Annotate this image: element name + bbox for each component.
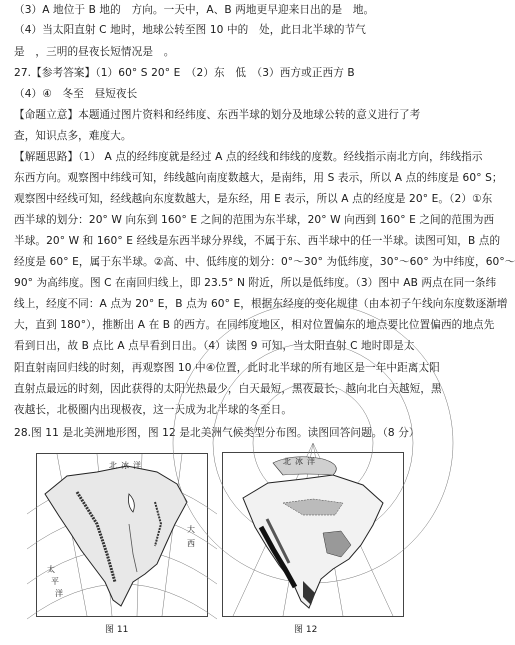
- solution-line: 直射点最远的时刻，因此获得的太阳光热最少，白天最短，黑夜最长，越向北白天越短，黑: [14, 383, 442, 395]
- question-4-line: （4）当太阳直射 C 地时，地球公转至图 10 中的 处，此日北半球的节气: [14, 24, 367, 36]
- figure-12-caption: 图 12: [294, 625, 318, 635]
- solution-line: 半球。20° W 和 160° E 经线是东西半球分界线，不属于东、西半球中的任一半球。读图可知，B 点的: [14, 235, 501, 247]
- map-label: 洋: [55, 589, 63, 598]
- solution-line: 东西方向。观察图中纬线可知，纬线越向南度数越大，是南纬，用 S 表示，所以 A 点的纬度是 60° S；: [14, 172, 503, 184]
- solution-line: 西半球的划分：20° W 向东到 160° E 之间的范围为东半球，20° W 向西到 160° E 之间的范围为西: [14, 214, 495, 226]
- figure-11-terrain-map: [36, 453, 208, 617]
- map-label: 太: [47, 565, 55, 574]
- solution-line: 观察图中经线可知，经线越向东度数越大，是东经，用 E 表示，所以 A 点的经度是 20° E。（2）①东: [14, 193, 493, 205]
- map-label: 洋: [133, 461, 141, 470]
- map-label: 冰: [121, 461, 129, 470]
- solution-line: 阳直射南回归线的时刻，再观察图 10 中④位置，此时北半球的所有地区是一年中距离太阳: [14, 362, 440, 374]
- question-3-line: （3）A 地位于 B 地的 方向。一天中，A、B 两地更早迎来日出的是 地。: [14, 4, 375, 16]
- answer-27-4-line: （4）④ 冬至 昼短夜长: [14, 88, 138, 100]
- map-label: 北: [283, 457, 291, 466]
- solution-line: 90° 为高纬度。图 C 在南回归线上，即 23.5° N 附近，所以是低纬度。（3）图中 AB 两点在同一条纬: [14, 277, 497, 289]
- map-label: 冰: [295, 457, 303, 466]
- intent-line: 【命题立意】本题通过图片资料和经纬度、东西半球的划分及地球公转的意义进行了考: [14, 109, 421, 121]
- map-label: 平: [51, 577, 59, 586]
- solution-line: 大，直到 180°），推断出 A 在 B 的西方。在同纬度地区，相对位置偏东的地点要比位置偏西的地点先: [14, 319, 495, 331]
- map-label: 北: [109, 461, 117, 470]
- solution-line: 【解题思路】（1） A 点的经纬度就是经过 A 点的经线和纬线的度数。经线指示南北方向，纬线指示: [14, 151, 483, 163]
- map-label: 西: [187, 539, 195, 548]
- figure-11-caption: 图 11: [105, 625, 129, 635]
- figure-12-climate-map: [222, 452, 404, 617]
- answer-27-line: 27.【参考答案】（1）60° S 20° E （2）东 低 （3）西方或正西方 B: [14, 67, 355, 79]
- question-28-line: 28.图 11 是北美洲地形图，图 12 是北美洲气候类型分布图。读图回答问题。（8 分）: [14, 427, 420, 439]
- north-america-climate-map-graphic: [223, 453, 403, 616]
- solution-line: 经度是 60° E，属于东半球。②高、中、低纬度的划分：0°～30° 为低纬度，30°～60° 为中纬度，60°～: [14, 256, 515, 268]
- solution-line: 夜越长，北极圈内出现极夜，这一天成为北半球的冬至日。: [14, 404, 293, 416]
- question-4-cont-line: 是 ，三明的昼夜长短情况是 。: [14, 46, 175, 58]
- map-label: 大: [187, 525, 195, 534]
- solution-line: 线上，经度不同：A 点为 20° E，B 点为 60° E，根据东经度的变化规律（由本初子午线向东度数逐渐增: [14, 298, 508, 310]
- map-label: 洋: [307, 457, 315, 466]
- intent-cont-line: 查，知识点多，难度大。: [14, 130, 132, 142]
- solution-line: 看到日出，故 B 点比 A 点早看到日出。（4）读图 9 可知，当太阳直射 C 地时即是太: [14, 340, 415, 352]
